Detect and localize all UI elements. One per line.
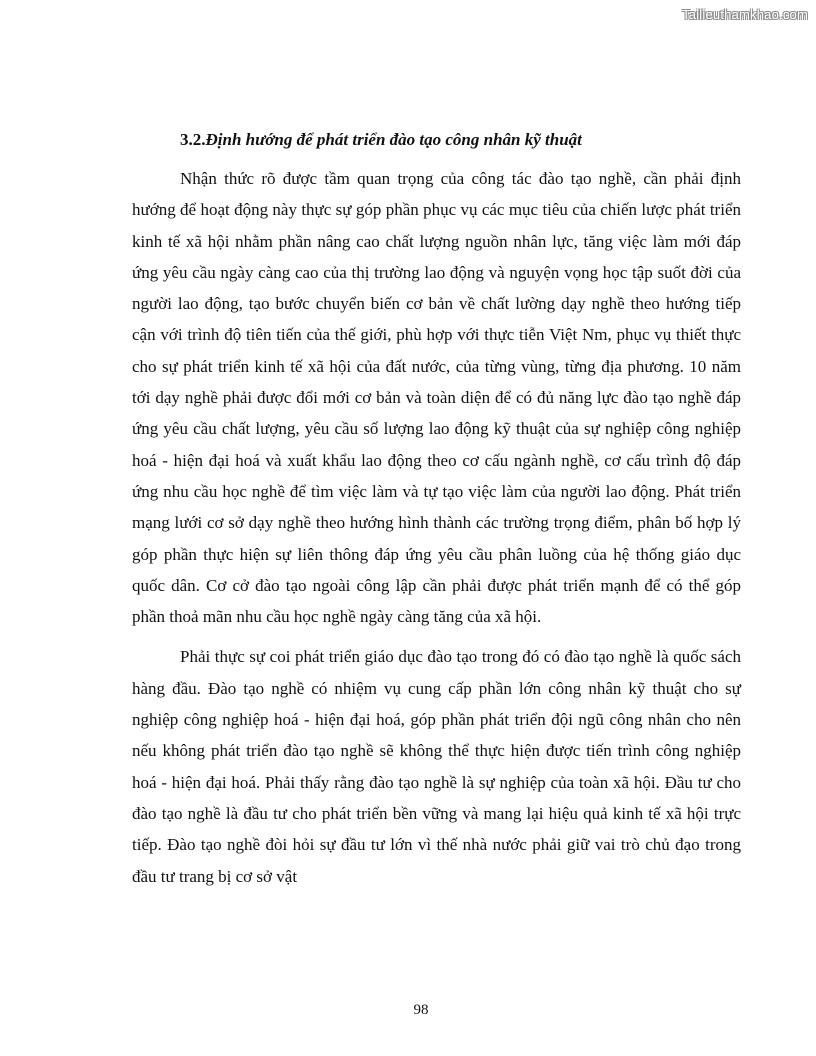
section-heading [180,128,741,152]
section-number: 3.2. [180,130,206,149]
page-number: 98 [413,1002,429,1018]
watermark: Tailieuthamkhao.com [682,7,808,22]
document-body [132,128,741,892]
section-title: Định hướng để phát triển đào tạo công nhân kỹ thuật [205,130,582,149]
paragraph: Phải thực sự coi phát triển giáo dục đào tạo trong đó có đào tạo nghề là quốc sách hàng đầu. Đào tạo nghề có nhiệm vụ cung cấp phần lớn công nhân kỹ thuật cho sự nghiệp công nghiệp hoá - hiện đại hoá, góp phần phát triển đội ngũ công nhân cho nên nếu không phát triển đào tạo nghề sẽ không thể thực hiện được tiến trình công nghiệp hoá - hiện đại hoá. Phải thấy rằng đào tạo nghề là sự nghiệp của toàn xã hội. Đầu tư cho đào tạo nghề là đầu tư cho phát triển bền vững và mang lại hiệu quả kinh tế xã hội trực tiếp. Đào tạo nghề đòi hỏi sự đầu tư lớn vì thế nhà nước phải giữ vai trò chủ đạo trong đầu tư trang bị cơ sở vật [132,647,741,886]
paragraph: Nhận thức rõ được tầm quan trọng của công tác đào tạo nghề, cần phải định hướng để hoạt động này thực sự góp phần phục vụ các mục tiêu của chiến lược phát triển kinh tế xã hội nhằm phần nâng cao chất lượng nguồn nhân lực, tăng việc làm mới đáp ứng yêu cầu ngày càng cao của thị trường lao động và nguyện vọng học tập suốt đời của người lao động, tạo bước chuyển biến cơ bản về chất lường dạy nghề theo hướng tiếp cận với trình độ tiên tiến của thế giới, phù hợp với thực tiễn Việt Nm, phục vụ thiết thực cho sự phát triển kinh tế xã hội của đất nước, của từng vùng, từng địa phương. 10 năm tới dạy nghề phải được đổi mới cơ bản và toàn diện để có đủ năng lực đào tạo nghề đáp ứng yêu cầu chất lượng, yêu cầu số lượng lao động kỹ thuật của sự nghiệp công nghiệp hoá - hiện đại hoá và xuất khẩu lao động theo cơ cấu ngành nghề, cơ cấu trình độ đáp ứng nhu cầu học nghề để tìm việc làm và tự tạo việc làm của người lao động. Phát triển mạng lưới cơ sở dạy nghề theo hướng hình thành các trường trọng điểm, phân bố hợp lý góp phần thực hiện sự liên thông đáp ứng yêu cầu phân luồng của hệ thống giáo dục quốc dân. Cơ cở đào tạo ngoài công lập cần phải được phát triển mạnh để có thể góp phần thoả mãn nhu cầu học nghề ngày càng tăng của xã hội. [132,169,741,627]
